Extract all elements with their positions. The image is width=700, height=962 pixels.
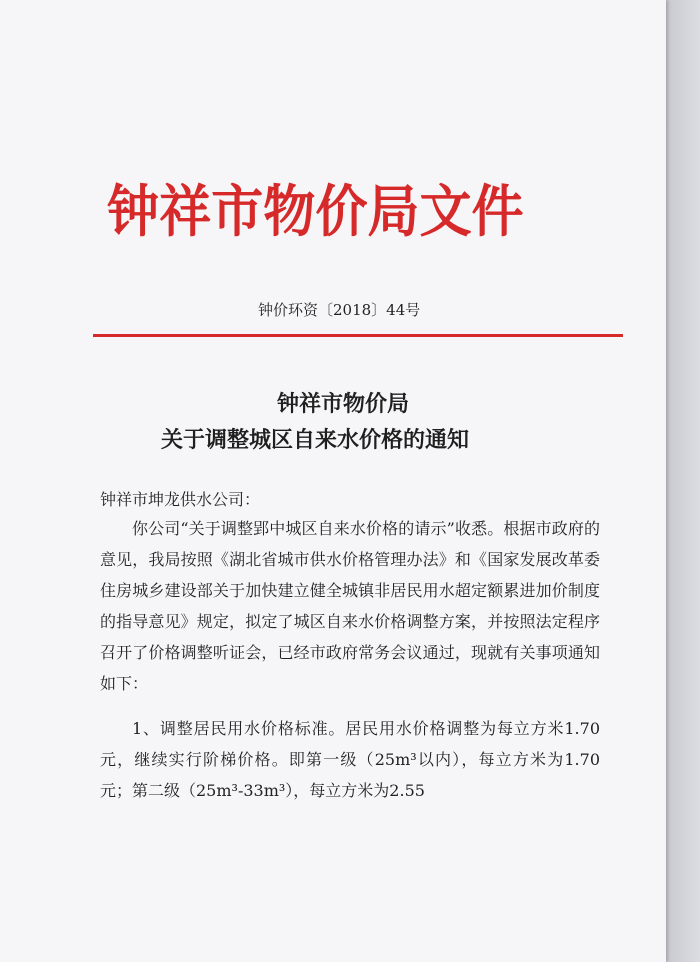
- scanner-background: [666, 0, 700, 962]
- body-paragraph-1: 你公司“关于调整郢中城区自来水价格的请示”收悉。根据市政府的意见，我局按照《湖北省城市供水价格管理办法》和《国家发展改革委 住房城乡建设部关于加快建立健全城镇非居民用水超定额累进加价制度的指导意见》规定，拟定了城区自来水价格调整方案，并按照法定程序召开了价格调整听证会，已经市政府常务会议通过，现就有关事项通知如下：: [100, 519, 600, 693]
- recipient-line: 钟祥市坤龙供水公司：: [100, 490, 261, 509]
- body-paragraph-2: 1、调整居民用水价格标准。居民用水价格调整为每立方米1.70元，继续实行阶梯价格。即第一级（25m³以内），每立方米为1.70元；第二级（25m³-33m³），每立方米为2.55: [100, 719, 600, 800]
- notice-title-subject: 关于调整城区自来水价格的通知: [160, 427, 469, 453]
- document-header-title: 钟祥市物价局文件: [107, 179, 524, 245]
- notice-body: [100, 513, 600, 806]
- header-red-rule: [93, 334, 623, 337]
- notice-title-issuer: 钟祥市物价局: [276, 391, 409, 417]
- document-number: 钟价环资〔2018〕44号: [258, 301, 421, 319]
